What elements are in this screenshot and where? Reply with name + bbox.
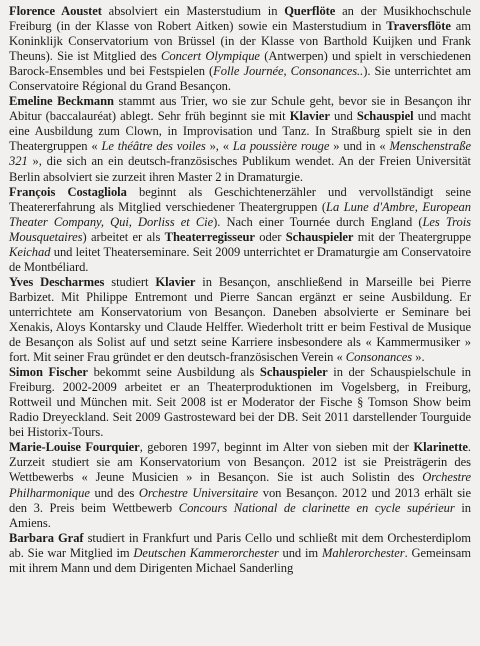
bio-paragraph	[9, 275, 471, 365]
production-title: Les Trois Mousquetaires	[9, 214, 471, 244]
bio-text: » und in «	[329, 139, 390, 154]
bio-text: , geboren 1997, beginnt im Alter von sieben mit der	[139, 440, 414, 455]
instrument-emphasis: Klavier	[289, 109, 330, 124]
discipline-emphasis: Schauspiel	[356, 109, 414, 124]
instrument-emphasis: Traversflöte	[386, 19, 451, 34]
competition-title: Concours National de clarinette en cycle supérieur	[178, 500, 455, 515]
bio-text: und	[329, 109, 357, 124]
bio-name: François Costagliola	[9, 184, 127, 199]
bio-text: und leitet Theaterseminare. Seit 2009 unterrichtet er Dramaturgie am Conservatoire de Montbéliard.	[9, 244, 471, 274]
bio-text: an der Musikhochschule Freiburg (in der Klasse von Robert Aitken) sowie ein Masterstudium in	[9, 4, 472, 34]
bio-paragraph	[9, 365, 471, 440]
bio-text: absolviert ein Masterstudium in	[101, 4, 285, 18]
bio-name: Marie-Louise Fourquier	[9, 440, 140, 455]
orchestra-title: Deutschen Kammerorchester	[133, 545, 279, 560]
discipline-emphasis: Theaterregisseur	[164, 229, 255, 244]
bio-text: ). Nach einer Tournée durch England (	[213, 214, 423, 229]
theatre-group-title: La poussière rouge	[232, 139, 330, 154]
bio-name: Florence Aoustet	[9, 4, 102, 18]
bio-text: studiert	[104, 274, 156, 289]
orchestra-title: Orchestre Universitaire	[138, 485, 259, 500]
bio-name: Simon Fischer	[9, 365, 88, 380]
bio-text: . Gemeinsam mit ihrem Mann und dem Dirigenten Michael Sanderling	[9, 545, 471, 575]
bio-text: und im	[278, 545, 322, 560]
bio-text: . Zurzeit studiert sie am Konservatorium von Besançon. 2012 ist sie Preisträgerin des Wettbewerbs « Jeune Musicien » in Besançon. Sie ist auch Solistin des	[9, 440, 471, 485]
bio-paragraph	[9, 94, 471, 184]
bio-text: ) arbeitet er als	[82, 229, 165, 244]
theatre-group-title: Keichad	[9, 244, 51, 259]
bio-text: in Besançon, anschließend in Marseille bei Pierre Barbizet. Mit Philippe Entremont und Pierre Sancan ergänzt er seine Ausbildung. Er unterrichtete am Konservatorium von Besançon. Daneben absolvierte er Seminare bei Xenakis, Aloys Kontarsky und Claude Helffer. Wiederholt tritt er beim Festival de Musique de Besançon als Solist auf und setzt seine Karriere insbesondere als « Kammermusiker » fort. Mit seiner Frau gründet er den deutsch-französischen Verein «	[9, 274, 471, 365]
association-title: Consonances	[345, 350, 413, 365]
instrument-emphasis: Klarinette	[413, 440, 468, 455]
bio-text: », die sich an ein deutsch-französisches Publikum wendet. An der Freien Universität Berlin absolviert sie zurzeit ihren Master 2 in Dramaturgie.	[9, 154, 471, 184]
bio-name: Yves Descharmes	[9, 274, 105, 289]
bio-text: am Koninklijk Conservatorium von Brüssel (in der Klasse von Barthold Kuijken und Frank Theuns). Sie ist Mitglied des	[9, 19, 471, 64]
instrument-emphasis: Klavier	[155, 274, 196, 289]
bio-text: mit der Theatergruppe	[353, 229, 471, 244]
theatre-group-title: Le théâtre des voiles	[101, 139, 206, 154]
bio-text: in der Schauspielschule in Freiburg. 2002-2009 arbeitet er an Theaterproduktionen im Vogelsberg, in Freiburg, Rottweil und München mit. Seit 2008 ist er Moderator der Fische § Tomson Show beim Radio Dreyeckland. Seit 2009 Gastrosteward bei der DB. Seit 2011 darstellender Tourguide bei Historix-Tours.	[9, 365, 471, 440]
orchestra-title: Orchestre Philharmonique	[9, 470, 471, 500]
bio-paragraph	[9, 440, 471, 530]
bio-text: von Besançon. 2012 und 2013 erhält sie den 3. Preis beim Wettbewerb	[9, 485, 472, 515]
bio-paragraph	[9, 531, 471, 576]
discipline-emphasis: Schauspieler	[285, 229, 354, 244]
instrument-emphasis: Querflöte	[284, 4, 336, 18]
bio-name: Emeline Beckmann	[9, 94, 114, 109]
bio-text: oder	[254, 229, 286, 244]
orchestra-title: Mahlerorchester	[321, 545, 405, 560]
bio-text: in Amiens.	[9, 500, 471, 530]
bio-paragraph	[9, 185, 471, 275]
bio-text: beginnt als Geschichtenerzähler und vervollständigt seine Theatererfahrung als Mitglied verschiedener Theatergruppen (	[9, 184, 472, 214]
bio-name: Barbara Graf	[9, 530, 84, 545]
bio-text: (Antwerpen) und spielt in verschiedenen Barock-Ensembles und bei Festspielen (	[9, 49, 472, 79]
theatre-group-titles: La Lune d'Ambre, European Theater Company, Qui, Dorliss et Cie	[9, 199, 471, 229]
bio-text: », «	[205, 139, 233, 154]
bio-text: bekommt seine Ausbildung als	[87, 365, 260, 380]
bio-text: studiert in Frankfurt und Paris Cello und schließt mit dem Orchesterdiplom ab. Sie war Mitglied im	[9, 530, 471, 560]
bio-text: stammt aus Trier, wo sie zur Schule geht, bevor sie in Besançon ihr Abitur (baccalauréat) ablegt. Sehr früh beginnt sie mit	[9, 94, 471, 124]
bio-text: ».	[412, 350, 425, 365]
bio-paragraph	[9, 4, 471, 94]
bio-text: ). Sie unterrichtet am Conservatoire Régional du Grand Besançon.	[9, 64, 471, 94]
bio-text: und des	[89, 485, 139, 500]
theatre-group-title: Menschenstraße 321	[9, 139, 471, 169]
bio-text: und macht eine Ausbildung zum Clown, in Improvisation und Tanz. In Straßburg spielt sie in den Theatergruppen «	[9, 109, 471, 154]
ensemble-title: Concert Olympique	[161, 49, 260, 64]
festival-titles: Folle Journée, Consonances..	[213, 64, 364, 79]
discipline-emphasis: Schauspieler	[259, 365, 328, 380]
